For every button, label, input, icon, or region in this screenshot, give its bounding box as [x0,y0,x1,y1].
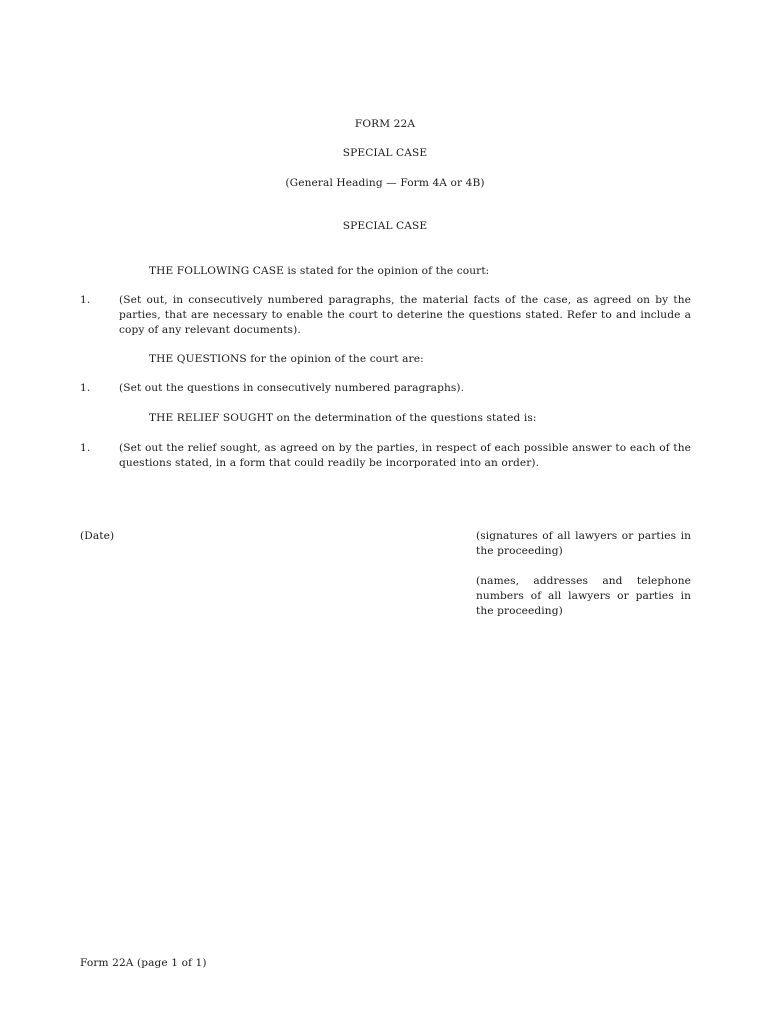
relief-intro: THE RELIEF SOUGHT on the determination of the questions stated is: [149,412,537,424]
date-placeholder: (Date) [80,530,115,542]
general-heading: (General Heading — Form 4A or 4B) [285,177,485,189]
form-number: FORM 22A [354,118,416,130]
relief-item-text: (Set out the relief sought, as agreed on by the parties, in respect of each possible answer to each of the questions stated, in a form that could readily be incorporated into an order). [119,442,691,469]
document-title: SPECIAL CASE [342,220,428,232]
relief-item-number: 1. [80,442,91,454]
signatures-placeholder: (signatures of all lawyers or parties in the proceeding) [476,530,691,557]
case-intro: THE FOLLOWING CASE is stated for the opinion of the court: [149,265,490,277]
questions-item-text: (Set out the questions in consecutively numbered paragraphs). [119,382,465,394]
page-footer: Form 22A (page 1 of 1) [80,957,207,969]
names-placeholder: (names, addresses and telephone numbers of all lawyers or parties in the proceeding) [476,575,691,617]
questions-intro: THE QUESTIONS for the opinion of the court are: [149,353,424,365]
questions-item-number: 1. [80,382,91,394]
case-item-text: (Set out, in consecutively numbered paragraphs, the material facts of the case, as agreed on by the parties, that are necessary to enable the court to deterine the questions stated. Refer to and include a copy of any relevant documents). [119,294,691,336]
case-item-number: 1. [80,294,91,306]
form-name: SPECIAL CASE [342,147,428,159]
